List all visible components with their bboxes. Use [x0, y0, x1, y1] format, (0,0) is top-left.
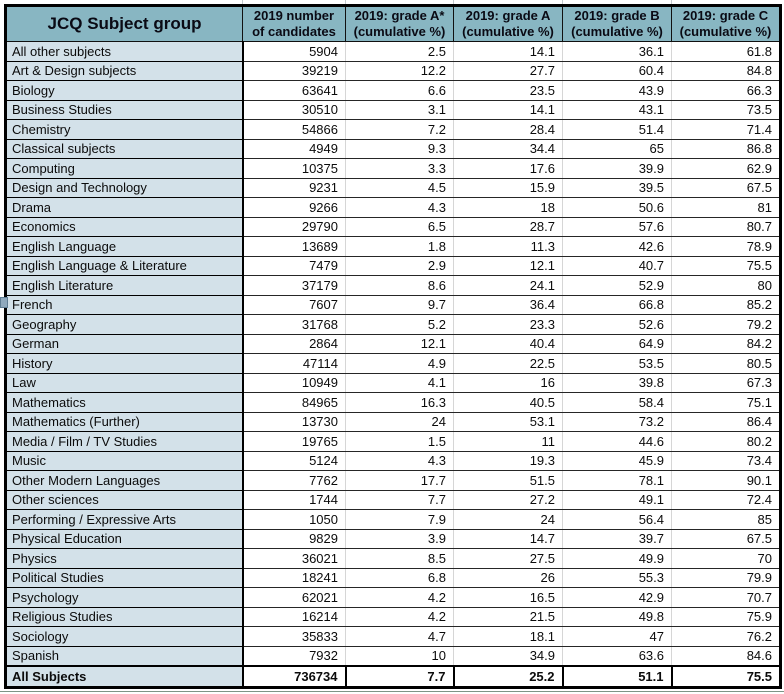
column-header-grade-c[interactable] — [672, 6, 781, 42]
column-header-subject-group[interactable] — [6, 6, 243, 42]
table-row — [6, 607, 781, 627]
subject-cell[interactable]: All other subjects — [6, 42, 243, 62]
subject-cell[interactable]: Law — [6, 373, 243, 393]
value-cell[interactable]: 11.3 — [454, 237, 563, 257]
value-cell[interactable]: 49.9 — [563, 549, 672, 569]
total-value-cell[interactable]: 51.1 — [563, 666, 672, 688]
subject-cell[interactable]: Performing / Expressive Arts — [6, 510, 243, 530]
value-cell[interactable]: 79.9 — [672, 568, 781, 588]
subject-cell[interactable]: Biology — [6, 81, 243, 101]
value-cell[interactable]: 84.2 — [672, 334, 781, 354]
value-cell[interactable]: 4.1 — [346, 373, 454, 393]
value-cell[interactable]: 7479 — [243, 256, 346, 276]
table-row — [6, 120, 781, 140]
value-cell[interactable]: 52.9 — [563, 276, 672, 296]
value-cell[interactable]: 80.5 — [672, 354, 781, 374]
value-cell[interactable]: 4.3 — [346, 198, 454, 218]
value-cell[interactable]: 4.7 — [346, 627, 454, 647]
value-cell[interactable]: 10949 — [243, 373, 346, 393]
total-row — [6, 666, 781, 688]
table-row — [6, 529, 781, 549]
value-cell[interactable]: 90.1 — [672, 471, 781, 491]
value-cell[interactable]: 23.3 — [454, 315, 563, 335]
value-cell[interactable]: 49.1 — [563, 490, 672, 510]
table-row — [6, 178, 781, 198]
value-cell[interactable]: 62.9 — [672, 159, 781, 179]
subject-cell[interactable]: English Language & Literature — [6, 256, 243, 276]
value-cell[interactable]: 47114 — [243, 354, 346, 374]
table-row — [6, 432, 781, 452]
subject-cell[interactable]: Business Studies — [6, 100, 243, 120]
subject-cell[interactable]: Drama — [6, 198, 243, 218]
total-value-cell[interactable]: 7.7 — [346, 666, 454, 688]
value-cell[interactable]: 75.9 — [672, 607, 781, 627]
value-cell[interactable]: 60.4 — [563, 61, 672, 81]
value-cell[interactable]: 86.8 — [672, 139, 781, 159]
value-cell[interactable]: 40.5 — [454, 393, 563, 413]
value-cell[interactable]: 67.5 — [672, 529, 781, 549]
table-row — [6, 61, 781, 81]
value-cell[interactable]: 58.4 — [563, 393, 672, 413]
value-cell[interactable]: 4949 — [243, 139, 346, 159]
value-cell[interactable]: 80 — [672, 276, 781, 296]
value-cell[interactable]: 13730 — [243, 412, 346, 432]
value-cell[interactable]: 9.7 — [346, 295, 454, 315]
total-subject-cell[interactable]: All Subjects — [6, 666, 243, 688]
value-cell[interactable]: 39.8 — [563, 373, 672, 393]
subject-cell[interactable]: Art & Design subjects — [6, 61, 243, 81]
column-header-line1: 2019: grade B — [574, 8, 660, 23]
value-cell[interactable]: 34.4 — [454, 139, 563, 159]
value-cell[interactable]: 7.2 — [346, 120, 454, 140]
value-cell[interactable]: 18 — [454, 198, 563, 218]
column-header-line2: of candidates — [252, 24, 336, 39]
value-cell[interactable]: 24.1 — [454, 276, 563, 296]
value-cell[interactable]: 84.6 — [672, 646, 781, 666]
value-cell[interactable]: 85 — [672, 510, 781, 530]
subject-cell[interactable]: Media / Film / TV Studies — [6, 432, 243, 452]
value-cell[interactable]: 70.7 — [672, 588, 781, 608]
value-cell[interactable]: 4.5 — [346, 178, 454, 198]
value-cell[interactable]: 53.1 — [454, 412, 563, 432]
total-value-cell[interactable]: 736734 — [243, 666, 346, 688]
value-cell[interactable]: 31768 — [243, 315, 346, 335]
value-cell[interactable]: 8.6 — [346, 276, 454, 296]
subject-cell[interactable]: History — [6, 354, 243, 374]
value-cell[interactable]: 76.2 — [672, 627, 781, 647]
table-row — [6, 471, 781, 491]
value-cell[interactable]: 3.1 — [346, 100, 454, 120]
value-cell[interactable]: 62021 — [243, 588, 346, 608]
table-row — [6, 334, 781, 354]
table-row — [6, 393, 781, 413]
column-header-line2: (cumulative %) — [462, 24, 554, 39]
value-cell[interactable]: 84965 — [243, 393, 346, 413]
value-cell[interactable]: 8.5 — [346, 549, 454, 569]
value-cell[interactable]: 34.9 — [454, 646, 563, 666]
value-cell[interactable]: 7932 — [243, 646, 346, 666]
value-cell[interactable]: 4.9 — [346, 354, 454, 374]
table-row — [6, 588, 781, 608]
value-cell[interactable]: 14.1 — [454, 100, 563, 120]
value-cell[interactable]: 9.3 — [346, 139, 454, 159]
value-cell[interactable]: 79.2 — [672, 315, 781, 335]
subject-cell[interactable]: Classical subjects — [6, 139, 243, 159]
value-cell[interactable]: 54866 — [243, 120, 346, 140]
value-cell[interactable]: 19765 — [243, 432, 346, 452]
value-cell[interactable]: 85.2 — [672, 295, 781, 315]
bottom-gridline — [0, 691, 784, 692]
value-cell[interactable]: 78.9 — [672, 237, 781, 257]
value-cell[interactable]: 51.4 — [563, 120, 672, 140]
value-cell[interactable]: 1744 — [243, 490, 346, 510]
value-cell[interactable]: 66.3 — [672, 81, 781, 101]
table-row — [6, 100, 781, 120]
value-cell[interactable]: 5904 — [243, 42, 346, 62]
subject-cell[interactable]: Computing — [6, 159, 243, 179]
value-cell[interactable]: 3.9 — [346, 529, 454, 549]
value-cell[interactable]: 73.4 — [672, 451, 781, 471]
value-cell[interactable]: 67.3 — [672, 373, 781, 393]
table-row — [6, 568, 781, 588]
table-row — [6, 198, 781, 218]
subject-cell[interactable]: Psychology — [6, 588, 243, 608]
subject-cell[interactable]: Economics — [6, 217, 243, 237]
value-cell[interactable]: 61.8 — [672, 42, 781, 62]
value-cell[interactable]: 56.4 — [563, 510, 672, 530]
grades-table — [4, 4, 782, 689]
value-cell[interactable]: 9231 — [243, 178, 346, 198]
value-cell[interactable]: 10375 — [243, 159, 346, 179]
table-row — [6, 354, 781, 374]
column-header-grade-b[interactable] — [563, 6, 672, 42]
value-cell[interactable]: 66.8 — [563, 295, 672, 315]
column-header-line2: (cumulative %) — [571, 24, 663, 39]
column-header-line1: 2019 number — [253, 8, 335, 23]
value-cell[interactable]: 17.6 — [454, 159, 563, 179]
column-header-grade-a-star[interactable] — [346, 6, 454, 42]
subject-cell[interactable]: French — [6, 295, 243, 315]
table-row — [6, 373, 781, 393]
table-row — [6, 139, 781, 159]
subject-cell[interactable]: German — [6, 334, 243, 354]
value-cell[interactable]: 29790 — [243, 217, 346, 237]
table-row — [6, 510, 781, 530]
subject-cell[interactable]: Chemistry — [6, 120, 243, 140]
table-row — [6, 451, 781, 471]
table-row — [6, 295, 781, 315]
value-cell[interactable]: 70 — [672, 549, 781, 569]
value-cell[interactable]: 24 — [346, 412, 454, 432]
selection-handle[interactable] — [0, 297, 8, 308]
value-cell[interactable]: 39.5 — [563, 178, 672, 198]
value-cell[interactable]: 27.5 — [454, 549, 563, 569]
value-cell[interactable]: 67.5 — [672, 178, 781, 198]
value-cell[interactable]: 40.7 — [563, 256, 672, 276]
value-cell[interactable]: 18.1 — [454, 627, 563, 647]
subject-cell[interactable]: Political Studies — [6, 568, 243, 588]
value-cell[interactable]: 2.9 — [346, 256, 454, 276]
value-cell[interactable]: 28.4 — [454, 120, 563, 140]
column-header-line2: (cumulative %) — [353, 24, 446, 39]
subject-cell[interactable]: Physical Education — [6, 529, 243, 549]
table-row — [6, 159, 781, 179]
value-cell[interactable]: 26 — [454, 568, 563, 588]
value-cell[interactable]: 13689 — [243, 237, 346, 257]
value-cell[interactable]: 36.4 — [454, 295, 563, 315]
subject-cell[interactable]: English Language — [6, 237, 243, 257]
value-cell[interactable]: 3.3 — [346, 159, 454, 179]
table-row — [6, 490, 781, 510]
value-cell[interactable]: 78.1 — [563, 471, 672, 491]
table-row — [6, 646, 781, 666]
value-cell[interactable]: 21.5 — [454, 607, 563, 627]
column-header-line2: (cumulative %) — [679, 24, 772, 39]
value-cell[interactable]: 50.6 — [563, 198, 672, 218]
subject-cell[interactable]: Music — [6, 451, 243, 471]
value-cell[interactable]: 65 — [563, 139, 672, 159]
table-body — [6, 42, 781, 666]
value-cell[interactable]: 4.3 — [346, 451, 454, 471]
value-cell[interactable]: 1.5 — [346, 432, 454, 452]
value-cell[interactable]: 43.9 — [563, 81, 672, 101]
value-cell[interactable]: 72.4 — [672, 490, 781, 510]
value-cell[interactable]: 30510 — [243, 100, 346, 120]
value-cell[interactable]: 2.5 — [346, 42, 454, 62]
value-cell[interactable]: 47 — [563, 627, 672, 647]
table-row — [6, 81, 781, 101]
value-cell[interactable]: 52.6 — [563, 315, 672, 335]
value-cell[interactable]: 4.2 — [346, 588, 454, 608]
table-row — [6, 276, 781, 296]
value-cell[interactable]: 35833 — [243, 627, 346, 647]
value-cell[interactable]: 51.5 — [454, 471, 563, 491]
value-cell[interactable]: 44.6 — [563, 432, 672, 452]
value-cell[interactable]: 63.6 — [563, 646, 672, 666]
value-cell[interactable]: 19.3 — [454, 451, 563, 471]
value-cell[interactable]: 49.8 — [563, 607, 672, 627]
value-cell[interactable]: 81 — [672, 198, 781, 218]
table-row — [6, 627, 781, 647]
value-cell[interactable]: 2864 — [243, 334, 346, 354]
table-row — [6, 42, 781, 62]
subject-cell[interactable]: Religious Studies — [6, 607, 243, 627]
total-value-cell[interactable]: 75.5 — [672, 666, 781, 688]
value-cell[interactable]: 7.7 — [346, 490, 454, 510]
value-cell[interactable]: 14.7 — [454, 529, 563, 549]
value-cell[interactable]: 36.1 — [563, 42, 672, 62]
value-cell[interactable]: 42.6 — [563, 237, 672, 257]
value-cell[interactable]: 1.8 — [346, 237, 454, 257]
value-cell[interactable]: 63641 — [243, 81, 346, 101]
value-cell[interactable]: 71.4 — [672, 120, 781, 140]
value-cell[interactable]: 57.6 — [563, 217, 672, 237]
subject-cell[interactable]: Spanish — [6, 646, 243, 666]
value-cell[interactable]: 24 — [454, 510, 563, 530]
column-header-candidates[interactable] — [243, 6, 346, 42]
total-value-cell[interactable]: 25.2 — [454, 666, 563, 688]
value-cell[interactable]: 39.7 — [563, 529, 672, 549]
value-cell[interactable]: 7607 — [243, 295, 346, 315]
subject-cell[interactable]: Geography — [6, 315, 243, 335]
value-cell[interactable]: 64.9 — [563, 334, 672, 354]
subject-cell[interactable]: Other Modern Languages — [6, 471, 243, 491]
header-row — [6, 6, 781, 42]
value-cell[interactable]: 16.3 — [346, 393, 454, 413]
value-cell[interactable]: 39.9 — [563, 159, 672, 179]
value-cell[interactable]: 86.4 — [672, 412, 781, 432]
value-cell[interactable]: 12.1 — [346, 334, 454, 354]
value-cell[interactable]: 16 — [454, 373, 563, 393]
value-cell[interactable]: 55.3 — [563, 568, 672, 588]
value-cell[interactable]: 27.7 — [454, 61, 563, 81]
value-cell[interactable]: 37179 — [243, 276, 346, 296]
value-cell[interactable]: 80.2 — [672, 432, 781, 452]
table-row — [6, 237, 781, 257]
subject-cell[interactable]: Design and Technology — [6, 178, 243, 198]
value-cell[interactable]: 12.2 — [346, 61, 454, 81]
subject-cell[interactable]: Physics — [6, 549, 243, 569]
value-cell[interactable]: 10 — [346, 646, 454, 666]
value-cell[interactable]: 9266 — [243, 198, 346, 218]
value-cell[interactable]: 6.5 — [346, 217, 454, 237]
value-cell[interactable]: 23.5 — [454, 81, 563, 101]
value-cell[interactable]: 53.5 — [563, 354, 672, 374]
value-cell[interactable]: 16214 — [243, 607, 346, 627]
value-cell[interactable]: 80.7 — [672, 217, 781, 237]
value-cell[interactable]: 16.5 — [454, 588, 563, 608]
value-cell[interactable]: 5.2 — [346, 315, 454, 335]
table-row — [6, 412, 781, 432]
subject-cell[interactable]: Mathematics (Further) — [6, 412, 243, 432]
table-row — [6, 549, 781, 569]
value-cell[interactable]: 43.1 — [563, 100, 672, 120]
value-cell[interactable]: 12.1 — [454, 256, 563, 276]
value-cell[interactable]: 40.4 — [454, 334, 563, 354]
column-header-line1: 2019: grade C — [682, 8, 769, 23]
value-cell[interactable]: 36021 — [243, 549, 346, 569]
value-cell[interactable]: 73.5 — [672, 100, 781, 120]
value-cell[interactable]: 45.9 — [563, 451, 672, 471]
value-cell[interactable]: 14.1 — [454, 42, 563, 62]
table-row — [6, 217, 781, 237]
value-cell[interactable]: 73.2 — [563, 412, 672, 432]
value-cell[interactable]: 6.6 — [346, 81, 454, 101]
subject-cell[interactable]: Other sciences — [6, 490, 243, 510]
value-cell[interactable]: 27.2 — [454, 490, 563, 510]
value-cell[interactable]: 11 — [454, 432, 563, 452]
table-row — [6, 256, 781, 276]
value-cell[interactable]: 18241 — [243, 568, 346, 588]
value-cell[interactable]: 7.9 — [346, 510, 454, 530]
value-cell[interactable]: 15.9 — [454, 178, 563, 198]
column-header-line1: 2019: grade A* — [354, 8, 445, 23]
subject-cell[interactable]: Mathematics — [6, 393, 243, 413]
column-header-label: JCQ Subject group — [47, 14, 202, 33]
column-header-grade-a[interactable] — [454, 6, 563, 42]
value-cell[interactable]: 42.9 — [563, 588, 672, 608]
value-cell[interactable]: 84.8 — [672, 61, 781, 81]
column-header-line1: 2019: grade A — [465, 8, 551, 23]
value-cell[interactable]: 4.2 — [346, 607, 454, 627]
value-cell[interactable]: 17.7 — [346, 471, 454, 491]
subject-cell[interactable]: Sociology — [6, 627, 243, 647]
value-cell[interactable]: 9829 — [243, 529, 346, 549]
value-cell[interactable]: 22.5 — [454, 354, 563, 374]
value-cell[interactable]: 28.7 — [454, 217, 563, 237]
value-cell[interactable]: 75.5 — [672, 256, 781, 276]
value-cell[interactable]: 39219 — [243, 61, 346, 81]
value-cell[interactable]: 1050 — [243, 510, 346, 530]
value-cell[interactable]: 7762 — [243, 471, 346, 491]
subject-cell[interactable]: English Literature — [6, 276, 243, 296]
value-cell[interactable]: 5124 — [243, 451, 346, 471]
value-cell[interactable]: 75.1 — [672, 393, 781, 413]
value-cell[interactable]: 6.8 — [346, 568, 454, 588]
table-row — [6, 315, 781, 335]
